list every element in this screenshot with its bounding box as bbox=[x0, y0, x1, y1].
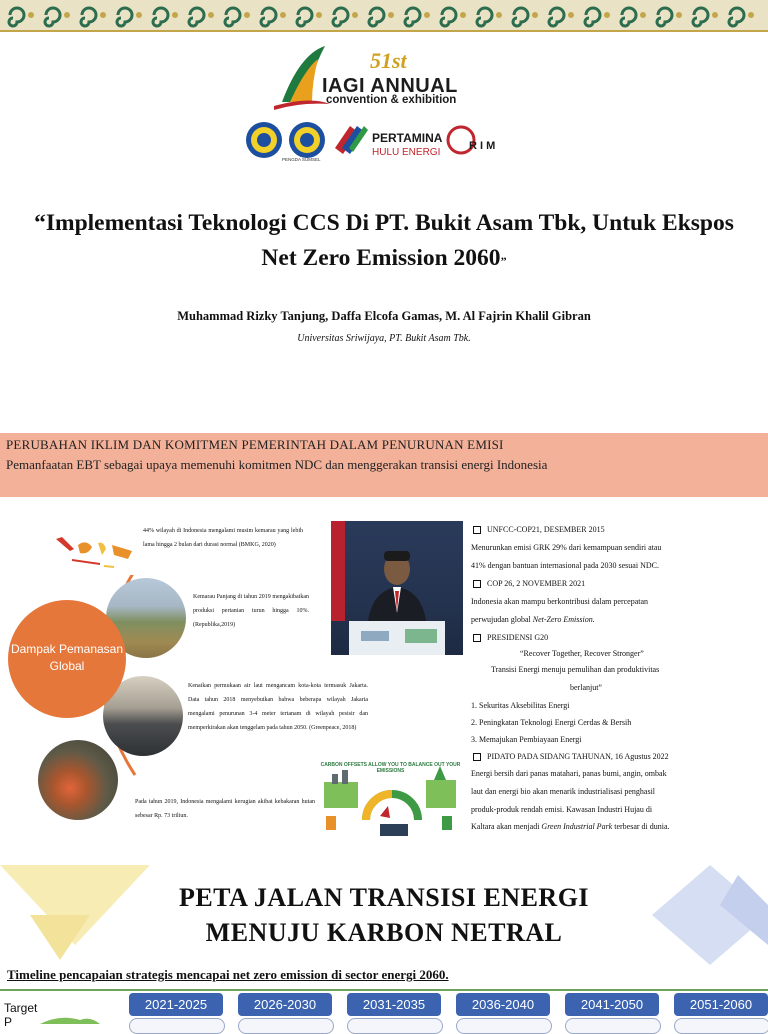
period-detail-2041 bbox=[565, 1018, 661, 1034]
commitment-g20-label: PRESIDENSI G20 bbox=[487, 633, 549, 642]
title-close-quote: ” bbox=[500, 254, 507, 268]
pengda-label: PENGDA SUMSEL bbox=[282, 157, 321, 162]
commitment-speech-line4 bbox=[471, 818, 670, 836]
banner-heading: PERUBAHAN IKLIM DAN KOMITMEN PEMERINTAH DALAM PENURUNAN EMISI bbox=[6, 437, 504, 452]
border-ornament bbox=[0, 0, 768, 30]
commitment-speech-label: PIDATO PADA SIDANG TAHUNAN, 16 Agustus 2022 bbox=[487, 752, 669, 761]
timeline-label: Timeline pencapaian strategis mencapai net zero emission di sector energi 2060. bbox=[7, 967, 449, 982]
commitment-speech-line3: produk-produk rendah emisi. Kawasan Industri Hujau di bbox=[471, 805, 653, 814]
commitment-g20-quote: “Recover Together, Recover Stronger” bbox=[520, 649, 644, 658]
commitment-speech-line4-text: Kaltara akan menjadi bbox=[471, 822, 542, 831]
indonesia-map-icon bbox=[52, 525, 136, 575]
president-speech-photo bbox=[331, 521, 463, 655]
title-line-1: “Implementasi Teknologi CCS Di PT. Bukit Asam Tbk, Untuk Ekspos bbox=[34, 210, 734, 236]
roadmap-title bbox=[0, 880, 768, 950]
impact-center-label: Dampak Pemanasan Global bbox=[10, 642, 124, 673]
commitment-cop21-line1: Menurunkan emisi GRK 29% dari kemampuan sendiri atau bbox=[471, 543, 662, 552]
commitment-cop26-line2-text: perwujudan global bbox=[471, 615, 533, 624]
checkbox-icon bbox=[473, 753, 481, 761]
impact-fire-text: Pada tahun 2019, Indonesia mengalami kerugian akibat kebakaran hutan sebesar Rp. 73 triliun. bbox=[135, 799, 315, 819]
period-2031-2035: 2031-2035 bbox=[347, 993, 441, 1016]
period-2026-2030: 2026-2030 bbox=[238, 993, 332, 1016]
commitment-cop26-label: COP 26, 2 NOVEMBER 2021 bbox=[487, 579, 586, 588]
plant-illustration bbox=[40, 1014, 100, 1024]
title-line-2-text: Net Zero Emission 2060 bbox=[261, 245, 501, 271]
period-detail-2026 bbox=[238, 1018, 334, 1034]
commitment-cop21-title bbox=[473, 521, 605, 539]
commitment-cop21-line2: 41% dengan bantuan internasional pada 2030 sesuai NDC. bbox=[471, 561, 659, 570]
infographic-headline: CARBON OFFSETS ALLOW YOU TO BALANCE OUT YOUR EMISSIONS bbox=[320, 762, 461, 774]
pertamina-sub-label: HULU ENERGI bbox=[372, 147, 441, 158]
commitment-speech-line1: Energi bersih dari panas matahari, panas bumi, angin, ombak bbox=[471, 769, 667, 778]
commitment-g20-item3: 3. Memajukan Pembiayaan Energi bbox=[471, 735, 582, 744]
commitment-g20-line1: Transisi Energi menuju pemulihan dan produktivitas bbox=[491, 665, 660, 674]
period-detail-2036 bbox=[456, 1018, 552, 1034]
timeline-rule bbox=[0, 989, 768, 991]
commitment-g20-item1: 1. Sekuritas Aksebilitas Energi bbox=[471, 701, 570, 710]
pertamina-label: PERTAMINA bbox=[372, 131, 443, 145]
paper-title bbox=[0, 206, 768, 279]
impact-agriculture-text: Kemarau Panjang di tahun 2019 mengakibatkan produksi pertanian turun hingga 10%. (Republika,2019) bbox=[193, 594, 309, 628]
commitment-g20-line2: berlanjut” bbox=[570, 683, 602, 692]
banner-subheading: Pemanfaatan EBT sebagai upaya memenuhi komitmen NDC dan menggerakan transisi energi Indonesia bbox=[6, 457, 548, 472]
checkbox-icon bbox=[473, 580, 481, 588]
commitment-speech-title bbox=[473, 748, 669, 766]
period-detail-2031 bbox=[347, 1018, 443, 1034]
period-2036-2040: 2036-2040 bbox=[456, 993, 550, 1016]
title-line-2 bbox=[0, 241, 768, 279]
checkbox-icon bbox=[473, 634, 481, 642]
commitment-speech-line4-end: terbesar di dunia. bbox=[612, 822, 670, 831]
roadmap-title-line-2: MENUJU KARBON NETRAL bbox=[205, 918, 563, 947]
checkbox-icon bbox=[473, 526, 481, 534]
event-name: IAGI ANNUAL bbox=[322, 75, 458, 97]
commitment-speech-line4-italic: Green Industrial Park bbox=[541, 822, 613, 831]
target-label-continued: P bbox=[4, 1015, 13, 1029]
commitment-g20-item2: 2. Peningkatan Teknologi Energi Cerdas & Bersih bbox=[471, 718, 632, 727]
impact-drought-text: 44% wilayah di Indonesia mengalami musim kemarau yang lebih lama hingga 2 bulan dari durasi normal (BMKG, 2020) bbox=[143, 528, 303, 548]
commitment-cop26-line2-italic: Net-Zero Emission. bbox=[532, 615, 595, 624]
commitment-cop26-line2 bbox=[471, 611, 595, 629]
period-detail-2051 bbox=[674, 1018, 768, 1034]
target-label: Target bbox=[4, 1001, 38, 1015]
commitment-speech-line2: laut dan energi bio akan menarik industrialisasi penghasil bbox=[471, 787, 656, 796]
commitment-cop26-title bbox=[473, 575, 585, 593]
event-ordinal: 51st bbox=[370, 48, 407, 73]
impact-sea-level-text: Kenaikan permukaan air laut mengancam kota-kota termasuk Jakarta. Data tahun 2018 menyebutkan bahwa beberapa wilayah Jakarta mengalami penurunan 3-4 meter tertanam di wilayah pesisir dan memperkirakan akan tenggelam pada tahun 2050. (Greenpeace, 2018) bbox=[188, 683, 368, 731]
period-2051-2060: 2051-2060 bbox=[674, 993, 768, 1016]
speaker-figure bbox=[331, 521, 463, 655]
crim-label: R I M bbox=[469, 140, 496, 152]
period-2041-2050: 2041-2050 bbox=[565, 993, 659, 1016]
event-subtitle: convention & exhibition bbox=[326, 94, 457, 106]
affiliation: Universitas Sriwijaya, PT. Bukit Asam Tbk. bbox=[297, 333, 471, 344]
commitment-cop21-label: UNFCC-COP21, DESEMBER 2015 bbox=[487, 525, 605, 534]
commitment-cop26-line1: Indonesia akan mampu berkontribusi dalam percepatan bbox=[471, 597, 649, 606]
authors: Muhammad Rizky Tanjung, Daffa Elcofa Gamas, M. Al Fajrin Khalil Gibran bbox=[177, 309, 591, 323]
period-detail-2021 bbox=[129, 1018, 225, 1034]
roadmap-title-line-1: PETA JALAN TRANSISI ENERGI bbox=[178, 883, 590, 912]
forest-fire-photo bbox=[38, 740, 118, 820]
period-2021-2025: 2021-2025 bbox=[129, 993, 223, 1016]
